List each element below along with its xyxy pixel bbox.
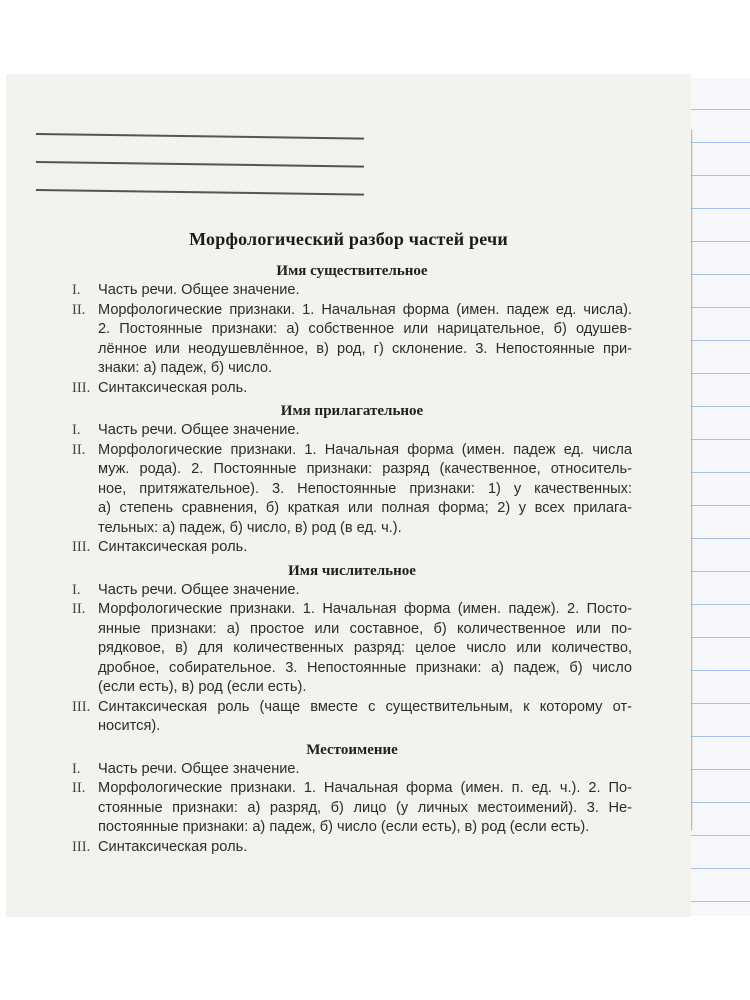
roman-numeral: I. bbox=[72, 581, 81, 598]
list-item bbox=[72, 838, 632, 858]
roman-numeral: III. bbox=[72, 379, 91, 396]
item-text-line: Морфологические признаки. 1. Начальная форма (имен. падеж ед. числа). bbox=[98, 301, 632, 318]
item-text-line: Синтаксическая роль. bbox=[98, 379, 248, 396]
blank-write-line-2 bbox=[36, 161, 364, 167]
document-body bbox=[72, 258, 632, 857]
section-heading: Имя числительное bbox=[288, 562, 416, 579]
list-item bbox=[72, 421, 632, 441]
section-item-list bbox=[72, 281, 632, 398]
item-text-line: 2. Постоянные признаки: а) собственное или нарицательное, б) одушев- bbox=[98, 321, 632, 337]
item-text-line: Часть речи. Общее значение. bbox=[98, 581, 300, 598]
list-item bbox=[72, 538, 632, 558]
item-text-line: Синтаксическая роль. bbox=[98, 838, 248, 855]
list-item bbox=[72, 379, 632, 399]
section-heading: Местоимение bbox=[306, 741, 398, 758]
item-text-line: Часть речи. Общее значение. bbox=[98, 422, 300, 438]
item-text-line: (если есть), в) род (если есть). bbox=[98, 679, 307, 695]
item-text-line: ное, притяжательное). 3. Непостоянные признаки: 1) у качественных: bbox=[98, 480, 632, 497]
list-item bbox=[72, 698, 632, 737]
roman-numeral: II. bbox=[72, 441, 86, 458]
item-text-line: Морфологические признаки. 1. Начальная форма (имен. падеж). 2. Посто- bbox=[98, 601, 632, 617]
roman-numeral: II. bbox=[72, 601, 86, 617]
item-text-line: лённое или неодушевлённое, в) род, г) склонение. 3. Непостоянные при- bbox=[98, 340, 632, 357]
section-heading: Имя прилагательное bbox=[280, 403, 424, 419]
roman-numeral: II. bbox=[72, 780, 86, 796]
item-text-line: Синтаксическая роль (чаще вместе с существительным, к которому от- bbox=[98, 698, 632, 715]
notebook-back-cover bbox=[6, 74, 691, 917]
roman-numeral: III. bbox=[72, 539, 91, 555]
section-item-list bbox=[72, 421, 632, 558]
section-heading: Имя существительное bbox=[276, 263, 428, 279]
list-item bbox=[72, 581, 632, 601]
item-text-line: Часть речи. Общее значение. bbox=[98, 760, 300, 777]
section-item-list bbox=[72, 581, 632, 737]
item-text-line: носится). bbox=[98, 718, 161, 734]
item-text-line: янные признаки: а) простое или составное, б) количественное или по- bbox=[98, 620, 632, 637]
item-text-line: постоянные признаки: а) падеж, б) число (если есть), в) род (если есть). bbox=[98, 819, 590, 835]
list-item bbox=[72, 281, 632, 301]
item-text-line: стоянные признаки: а) разряд, б) лицо (у личных местоимений). 3. Не- bbox=[98, 799, 632, 816]
item-text-line: тельных: а) падеж, б) число, в) род (в ед. ч.). bbox=[98, 519, 402, 536]
item-text-line: дробное, собирательное. 3. Непостоянные признаки: а) падеж, б) число bbox=[98, 659, 632, 676]
item-text-line: Синтаксическая роль. bbox=[98, 539, 248, 555]
roman-numeral: III. bbox=[72, 838, 91, 855]
roman-numeral: I. bbox=[72, 422, 81, 438]
item-text-line: рядковое, в) для количественных разряд: целое число или количество, bbox=[98, 640, 632, 656]
blank-write-line-3 bbox=[36, 189, 364, 195]
item-text-line: Морфологические признаки. 1. Начальная форма (имен. п. ед. ч.). 2. По- bbox=[98, 780, 632, 796]
roman-numeral: I. bbox=[72, 282, 81, 298]
roman-numeral: II. bbox=[72, 301, 86, 318]
list-item bbox=[72, 779, 632, 838]
list-item bbox=[72, 441, 632, 539]
blank-write-line-1 bbox=[36, 133, 364, 139]
item-text-line: а) степень сравнения, б) краткая или полная форма; 2) у всех прилага- bbox=[98, 500, 632, 516]
list-item bbox=[72, 760, 632, 780]
list-item bbox=[72, 600, 632, 698]
item-text-line: муж. рода). 2. Постоянные признаки: разряд (качественное, относитель- bbox=[98, 461, 632, 477]
notebook-inner-pages bbox=[688, 78, 750, 916]
roman-numeral: I. bbox=[72, 760, 81, 777]
document-title: Морфологический разбор частей речи bbox=[189, 229, 508, 249]
section-item-list bbox=[72, 760, 632, 858]
roman-numeral: III. bbox=[72, 698, 91, 715]
item-text-line: знаки: а) падеж, б) число. bbox=[98, 360, 273, 376]
item-text-line: Морфологические признаки. 1. Начальная форма (имен. падеж ед. числа bbox=[98, 441, 632, 458]
item-text-line: Часть речи. Общее значение. bbox=[98, 282, 300, 298]
list-item bbox=[72, 301, 632, 379]
